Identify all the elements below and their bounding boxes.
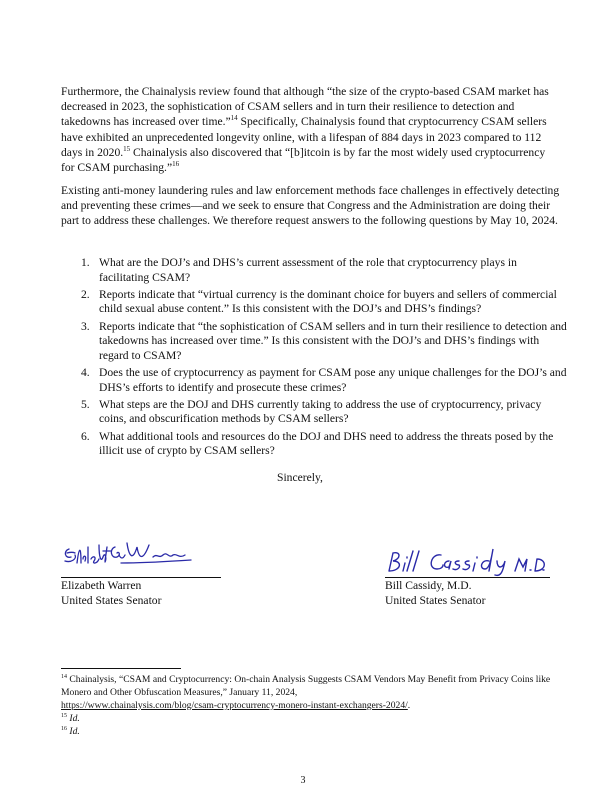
question-text: What steps are the DOJ and DHS currently taking to address the use of cryptocurrency, privacy coins, and obscurification methods by CSAM sellers? [99,397,542,426]
questions-list [61,256,567,461]
question-text: Reports indicate that “the sophistication of CSAM sellers and in turn their resilience to detection and takedowns has increased over time.” Is this consistent with the DOJ’s and DHS’s findings with regard to CSAM? [99,319,567,362]
signatory-name: Bill Cassidy, M.D. [385,579,472,592]
footnote-text: Chainalysis, “CSAM and Cryptocurrency: On-chain Analysis Suggests CSAM Vendors May Benefit from Privacy Coins like Monero and Other Obfuscation Measures,” January 11, 2024, [61,674,551,698]
question-number: 1. [81,256,90,269]
question-text: Reports indicate that “virtual currency is the dominant choice for buyers and sellers of commercial child sexual abuse content.” Is this consistent with the DOJ’s and DHS’s findings? [99,287,557,316]
footnote-14 [61,673,561,712]
question-number: 6. [81,429,90,443]
closing-salutation: Sincerely, [277,471,323,484]
footnote-ref-14[interactable]: 14 [230,114,238,123]
footnote-text: . [407,700,411,711]
paragraph-text: Furthermore, the Chainalysis review found that although “the size of the crypto-based CSAM market has decreased in 2023, the sophistication of CSAM sellers and in turn their resilience to detection and takedowns has increased over time.” [61,85,549,129]
signature-block-warren [61,537,221,608]
question-item [61,256,567,285]
footnote-link[interactable]: https://www.chainalysis.com/blog/csam-cryptocurrency-monero-instant-exchangers-2024/ [61,700,408,711]
question-item [61,366,567,395]
footnote-number: 16 [61,725,67,732]
footnote-ref-16[interactable]: 16 [172,160,180,169]
question-item [61,430,567,459]
handwritten-signature-warren [61,537,221,577]
footnote-separator [61,668,181,669]
question-item [61,320,567,364]
footnote-15 [61,712,561,725]
footnotes [61,673,561,738]
question-number: 3. [81,319,90,333]
signatory-title: United States Senator [61,594,162,607]
question-text: Does the use of cryptocurrency as payment for CSAM pose any unique challenges for the DOJ’s and DHS’s efforts to identify and prosecute these crimes? [99,365,567,394]
footnote-text: Id. [69,726,80,737]
paragraph-request: Existing anti-money laundering rules and law enforcement methods face challenges in effectively detecting and preventing these crimes—and we seek to ensure that Congress and the Administration are doing their part to address these challenges. We therefore request answers to the following questions by May 10, 2024. [61,184,560,228]
signatory-title: United States Senator [385,594,486,607]
question-number: 5. [81,397,90,411]
question-text: What additional tools and resources do the DOJ and DHS need to address the threats posed by the illicit use of crypto by CSAM sellers? [99,429,554,458]
signature-block-cassidy [385,545,550,608]
question-number: 4. [81,365,90,379]
footnote-ref-15[interactable]: 15 [123,144,131,153]
signatory-name: Elizabeth Warren [61,579,142,592]
question-item [61,398,567,427]
handwritten-signature-cassidy [385,545,550,577]
question-text: What are the DOJ’s and DHS’s current assessment of the role that cryptocurrency plays in facilitating CSAM? [99,256,517,284]
paragraph-text: Specifically, Chainalysis found that cryptocurrency CSAM sellers have exhibited an unprecedented longevity online, with a lifespan of 884 days in 2023 compared to 112 days in 2020. [61,115,547,159]
question-number: 2. [81,287,90,301]
question-item [61,288,567,317]
footnote-16 [61,725,561,738]
footnote-text: Id. [69,713,80,724]
paragraph-text: Chainalysis also discovered that “[b]itcoin is by far the most widely used cryptocurrency for CSAM purchasing.” [61,145,546,175]
footnote-number: 15 [61,712,67,719]
paragraph-chainalysis-findings [61,84,561,175]
footnote-number: 14 [61,673,67,680]
page-number: 3 [300,775,306,786]
